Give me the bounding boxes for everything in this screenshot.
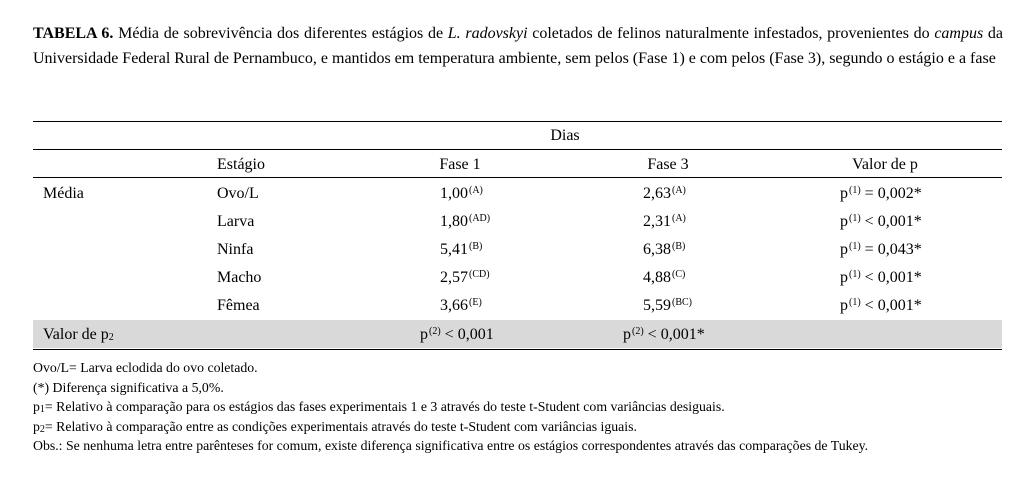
footnote-significance: (*) Diferença significativa a 5,0%.: [33, 379, 224, 395]
cell-pvalue: $p^{(1)} < 0,001*$: [840, 213, 922, 230]
cell-fase3: $2,63^{(A)}$: [643, 185, 686, 202]
cell-fase1: $5,41^{(B)}$: [440, 241, 483, 258]
caption-species: L. radovskyi: [447, 25, 528, 42]
cell-fase3: $6,38^{(B)}$: [643, 241, 686, 258]
cell-fase3: $4,88^{(C)}$: [643, 269, 686, 286]
col-header-pvalue: Valor de p: [852, 156, 918, 173]
cell-stage: Larva: [217, 213, 255, 230]
table-header-rule: [33, 177, 1002, 178]
cell-stage: Fêmea: [217, 297, 260, 314]
caption-text-1: Média de sobrevivência dos diferentes estágios de: [118, 25, 448, 42]
cell-fase3: $5,59^{(BC)}$: [643, 297, 692, 314]
footnote-obs: Obs.: Se nenhuma letra entre parênteses for comum, existe diferença significativa entre os estágios correspondentes através das comparações de Tukey.: [33, 438, 869, 454]
row-label-media: Média: [43, 185, 84, 202]
caption-label: TABELA 6.: [33, 25, 114, 42]
cell-fase3: $2,31^{(A)}$: [643, 213, 686, 230]
cell-stage: Macho: [217, 269, 262, 286]
footnote-ovo: Ovo/L= Larva eclodida do ovo coletado.: [33, 360, 258, 375]
table-bottom-rule: [33, 349, 1002, 350]
cell-fase1: $2,57^{(CD)}$: [440, 269, 490, 286]
pvalue-row-background: [33, 320, 1002, 348]
cell-pvalue: $p^{(1)} < 0,001*$: [840, 269, 922, 286]
caption-text-3: da Universidade Federal Rural de Pernambuco, e mantidos em temperatura ambiente, sem pelos (Fase 1) e com pelos (Fase 3), segundo o estágio e a fase: [33, 25, 1004, 67]
table-caption: [33, 22, 1003, 71]
col-header-stage: Estágio: [217, 156, 265, 173]
pvalue-fase1: $p^{(2)} < 0,001$: [420, 326, 494, 343]
footnote-p2: $p_2=$ Relativo à comparação entre as condições experimentais através do teste t-Student com variâncias iguais.: [33, 418, 637, 435]
caption-text-2: coletados de felinos naturalmente infestados, provenientes do: [527, 25, 935, 42]
group-header-dias: Dias: [550, 127, 580, 144]
cell-stage: Ovo/L: [217, 185, 259, 202]
caption-campus: campus: [934, 25, 984, 42]
cell-pvalue: $p^{(1)} = 0,002*$: [840, 185, 922, 202]
col-header-fase3: Fase 3: [647, 156, 689, 173]
col-header-fase1: Fase 1: [439, 156, 481, 173]
cell-pvalue: $p^{(1)} = 0,043*$: [840, 241, 922, 258]
pvalue-row-label: Valor de $p_2$: [43, 326, 114, 343]
cell-pvalue: $p^{(1)} < 0,001*$: [840, 297, 922, 314]
cell-fase1: $1,00^{(A)}$: [440, 185, 483, 202]
cell-stage: Ninfa: [217, 241, 254, 258]
table-group-rule: [33, 149, 1002, 150]
cell-fase1: $1,80^{(AD)}$: [440, 213, 491, 230]
pvalue-fase3: $p^{(2)} < 0,001*$: [623, 326, 705, 343]
table-footnotes: [33, 358, 1002, 456]
cell-fase1: $3,66^{(E)}$: [440, 297, 482, 314]
footnote-p1: $p_1=$ Relativo à comparação para os estágios das fases experimentais 1 e 3 através do teste t-Student com variâncias desiguais.: [33, 399, 725, 416]
table-top-rule: [33, 121, 1002, 122]
